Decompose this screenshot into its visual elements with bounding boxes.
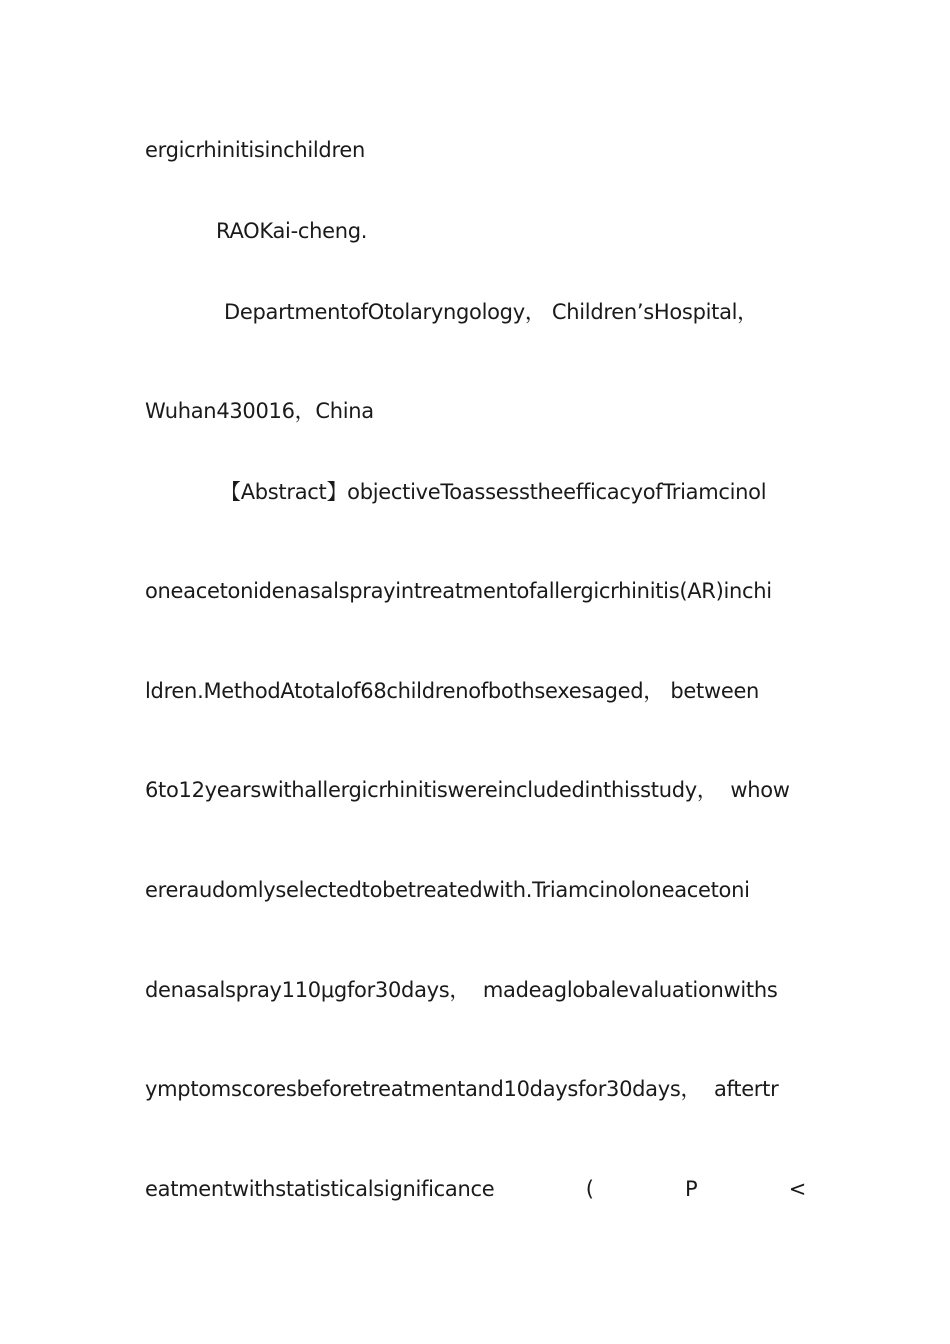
author-line: RAOKai-cheng. <box>216 219 368 243</box>
abstract-line: denasalspray110μgfor30days， madeaglobalevaluationwiths <box>145 978 778 1002</box>
abstract-line: oneacetonidenasalsprayintreatmentofallergicrhinitis(AR)inchi <box>145 579 772 603</box>
abstract-last-line <box>145 1176 806 1202</box>
abstract-line: 6to12yearswithallergicrhinitiswereincludedinthisstudy， whow <box>145 778 790 802</box>
affiliation-line-2: Wuhan430016，China <box>145 399 374 423</box>
open-paren: ( <box>585 1177 594 1201</box>
abstract-line: ymptomscoresbeforetreatmentand10daysfor30days， aftertr <box>145 1077 779 1101</box>
p-value-label: P <box>684 1177 698 1201</box>
title-tail: ergicrhinitisinchildren <box>145 138 365 162</box>
abstract-line: ereraudomlyselectedtobetreatedwith.Triamcinoloneacetoni <box>145 878 750 902</box>
abstract-line: ldren.MethodAtotalof68childrenofbothsexesaged， between <box>145 679 760 703</box>
affiliation-line-1: DepartmentofOtolaryngology， Children’sHospital， <box>224 300 758 324</box>
less-than-sign: < <box>788 1177 806 1201</box>
abstract-last-line-text: eatmentwithstatisticalsignificance <box>145 1177 495 1201</box>
abstract-line: 【Abstract】objectiveToassesstheefficacyofTriamcinol <box>220 480 767 504</box>
